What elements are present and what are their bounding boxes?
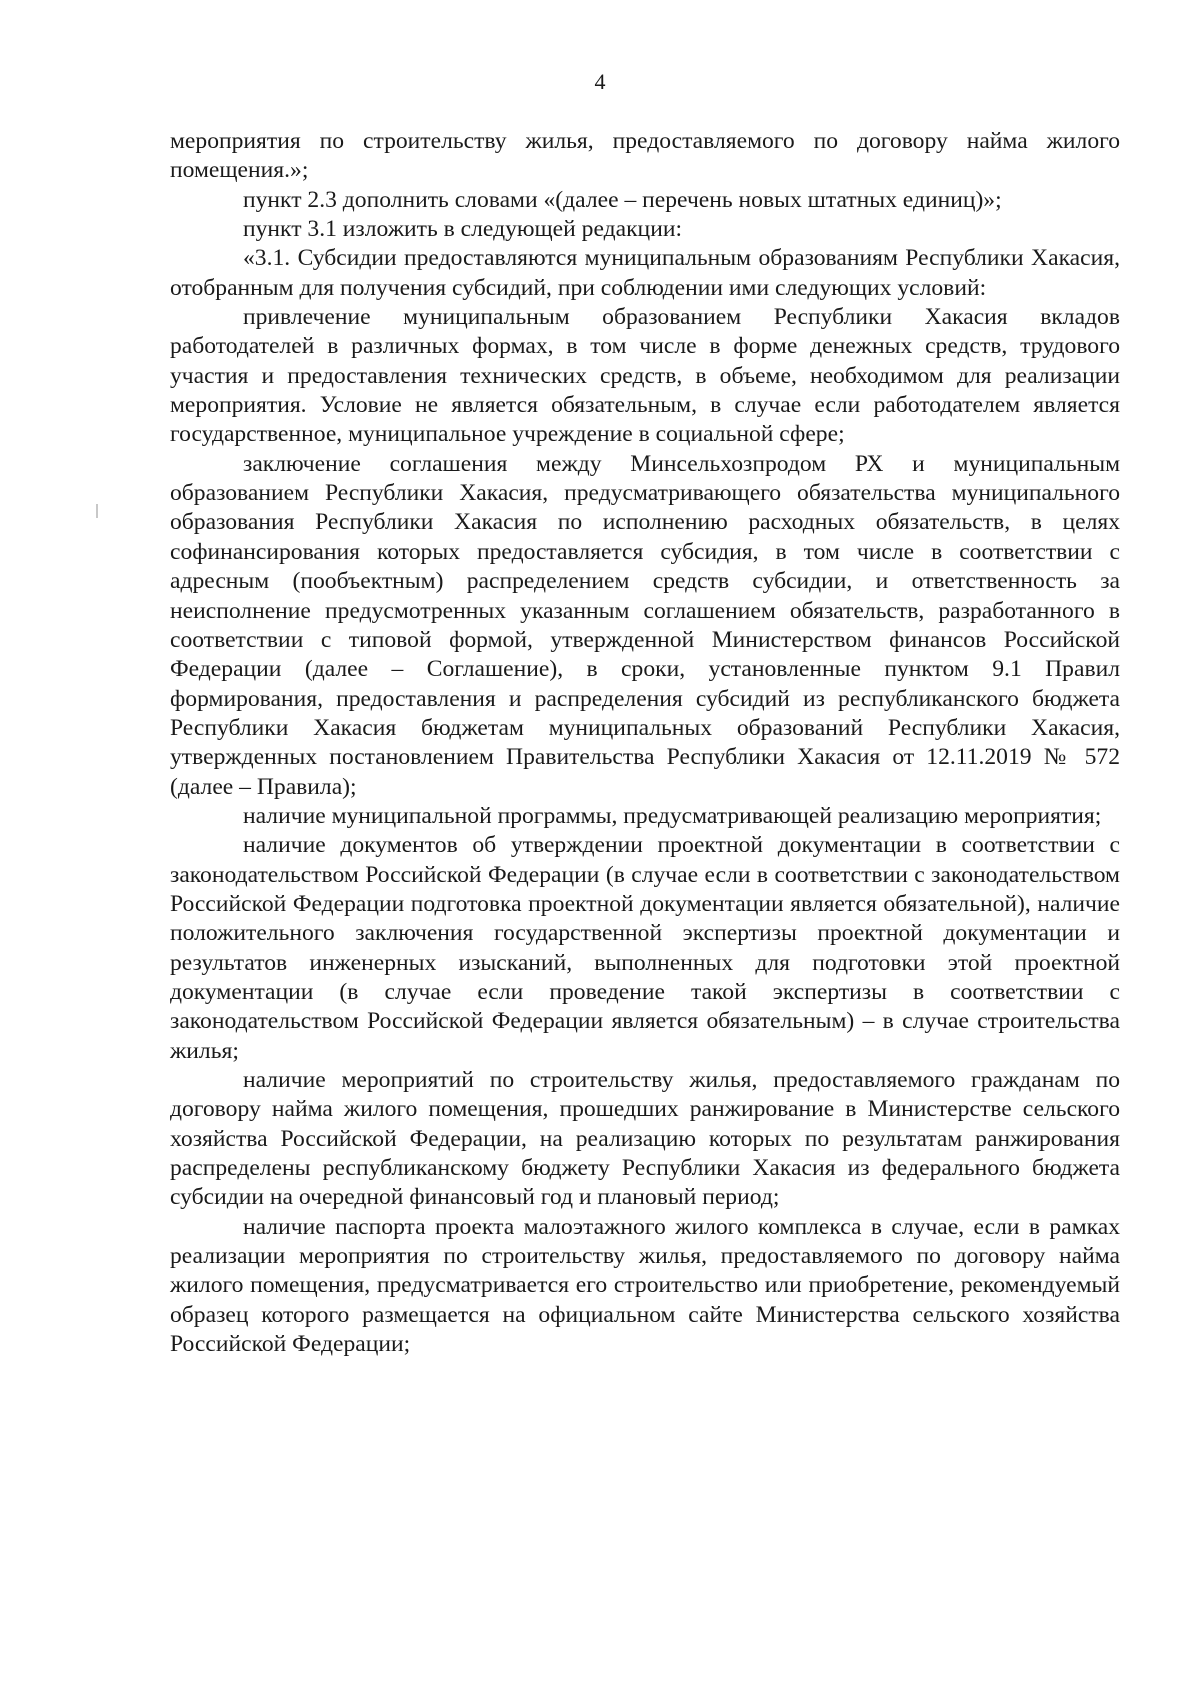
paragraph: заключение соглашения между Минсельхозпродом РХ и муниципальным образованием Республики Хакасия, предусматривающего обязательства муниципального образования Республики Хакасия по исполнению расходных обязательств, в целях софинансирования которых предоставляется субсидия, в том числе в соответствии с адресным (пообъектным) распределением средств субсидии, и ответственность за неисполнение предусмотренных указанным соглашением обязательств, разработанного в соответствии с типовой формой, утвержденной Министерством финансов Российской Федерации (далее – Соглашение), в сроки, установленные пунктом 9.1 Правил формирования, предоставления и распределения субсидий из республиканского бюджета Республики Хакасия бюджетам муниципальных образований Республики Хакасия, утвержденных постановлением Правительства Республики Хакасия от 12.11.2019 № 572 (далее – Правила); <box>170 450 1120 800</box>
document-body <box>170 127 1120 1359</box>
paragraph: мероприятия по строительству жилья, предоставляемого по договору найма жилого помещения.»; <box>170 128 1120 184</box>
paragraph: привлечение муниципальным образованием Республики Хакасия вкладов работодателей в различных формах, в том числе в форме денежных средств, трудового участия и предоставления технических средств, в объеме, необходимом для реализации мероприятия. Условие не является обязательным, в случае если работодателем является государственное, муниципальное учреждение в социальной сфере; <box>170 304 1120 448</box>
paragraph: наличие документов об утверждении проектной документации в соответствии с законодательством Российской Федерации (в случае если в соответствии с законодательством Российской Федерации подготовка проектной документации является обязательной), наличие положительного заключения государственной экспертизы проектной документации и результатов инженерных изысканий, выполненных для подготовки этой проектной документации (в случае если проведение такой экспертизы в соответствии с законодательством Российской Федерации является обязательным) – в случае строительства жилья; <box>170 832 1120 1064</box>
scan-artifact-mark <box>96 504 98 518</box>
paragraph: наличие мероприятий по строительству жилья, предоставляемого гражданам по договору найма жилого помещения, прошедших ранжирование в Министерстве сельского хозяйства Российской Федерации, на реализацию которых по результатам ранжирования распределены республиканскому бюджету Республики Хакасия из федерального бюджета субсидии на очередной финансовый год и плановый период; <box>170 1067 1120 1211</box>
page-number: 4 <box>594 69 606 94</box>
paragraph: наличие муниципальной программы, предусматривающей реализацию мероприятия; <box>243 802 1102 829</box>
paragraph: «3.1. Субсидии предоставляются муниципальным образованиям Республики Хакасия, отобранным для получения субсидий, при соблюдении ими следующих условий: <box>170 245 1120 301</box>
paragraph: пункт 3.1 изложить в следующей редакции: <box>243 216 682 243</box>
paragraph: пункт 2.3 дополнить словами «(далее – перечень новых штатных единиц)»; <box>243 186 1002 213</box>
paragraph: наличие паспорта проекта малоэтажного жилого комплекса в случае, если в рамках реализации мероприятия по строительству жилья, предоставляемого по договору найма жилого помещения, предусматривается его строительство или приобретение, рекомендуемый образец которого размещается на официальном сайте Министерства сельского хозяйства Российской Федерации; <box>170 1213 1120 1358</box>
